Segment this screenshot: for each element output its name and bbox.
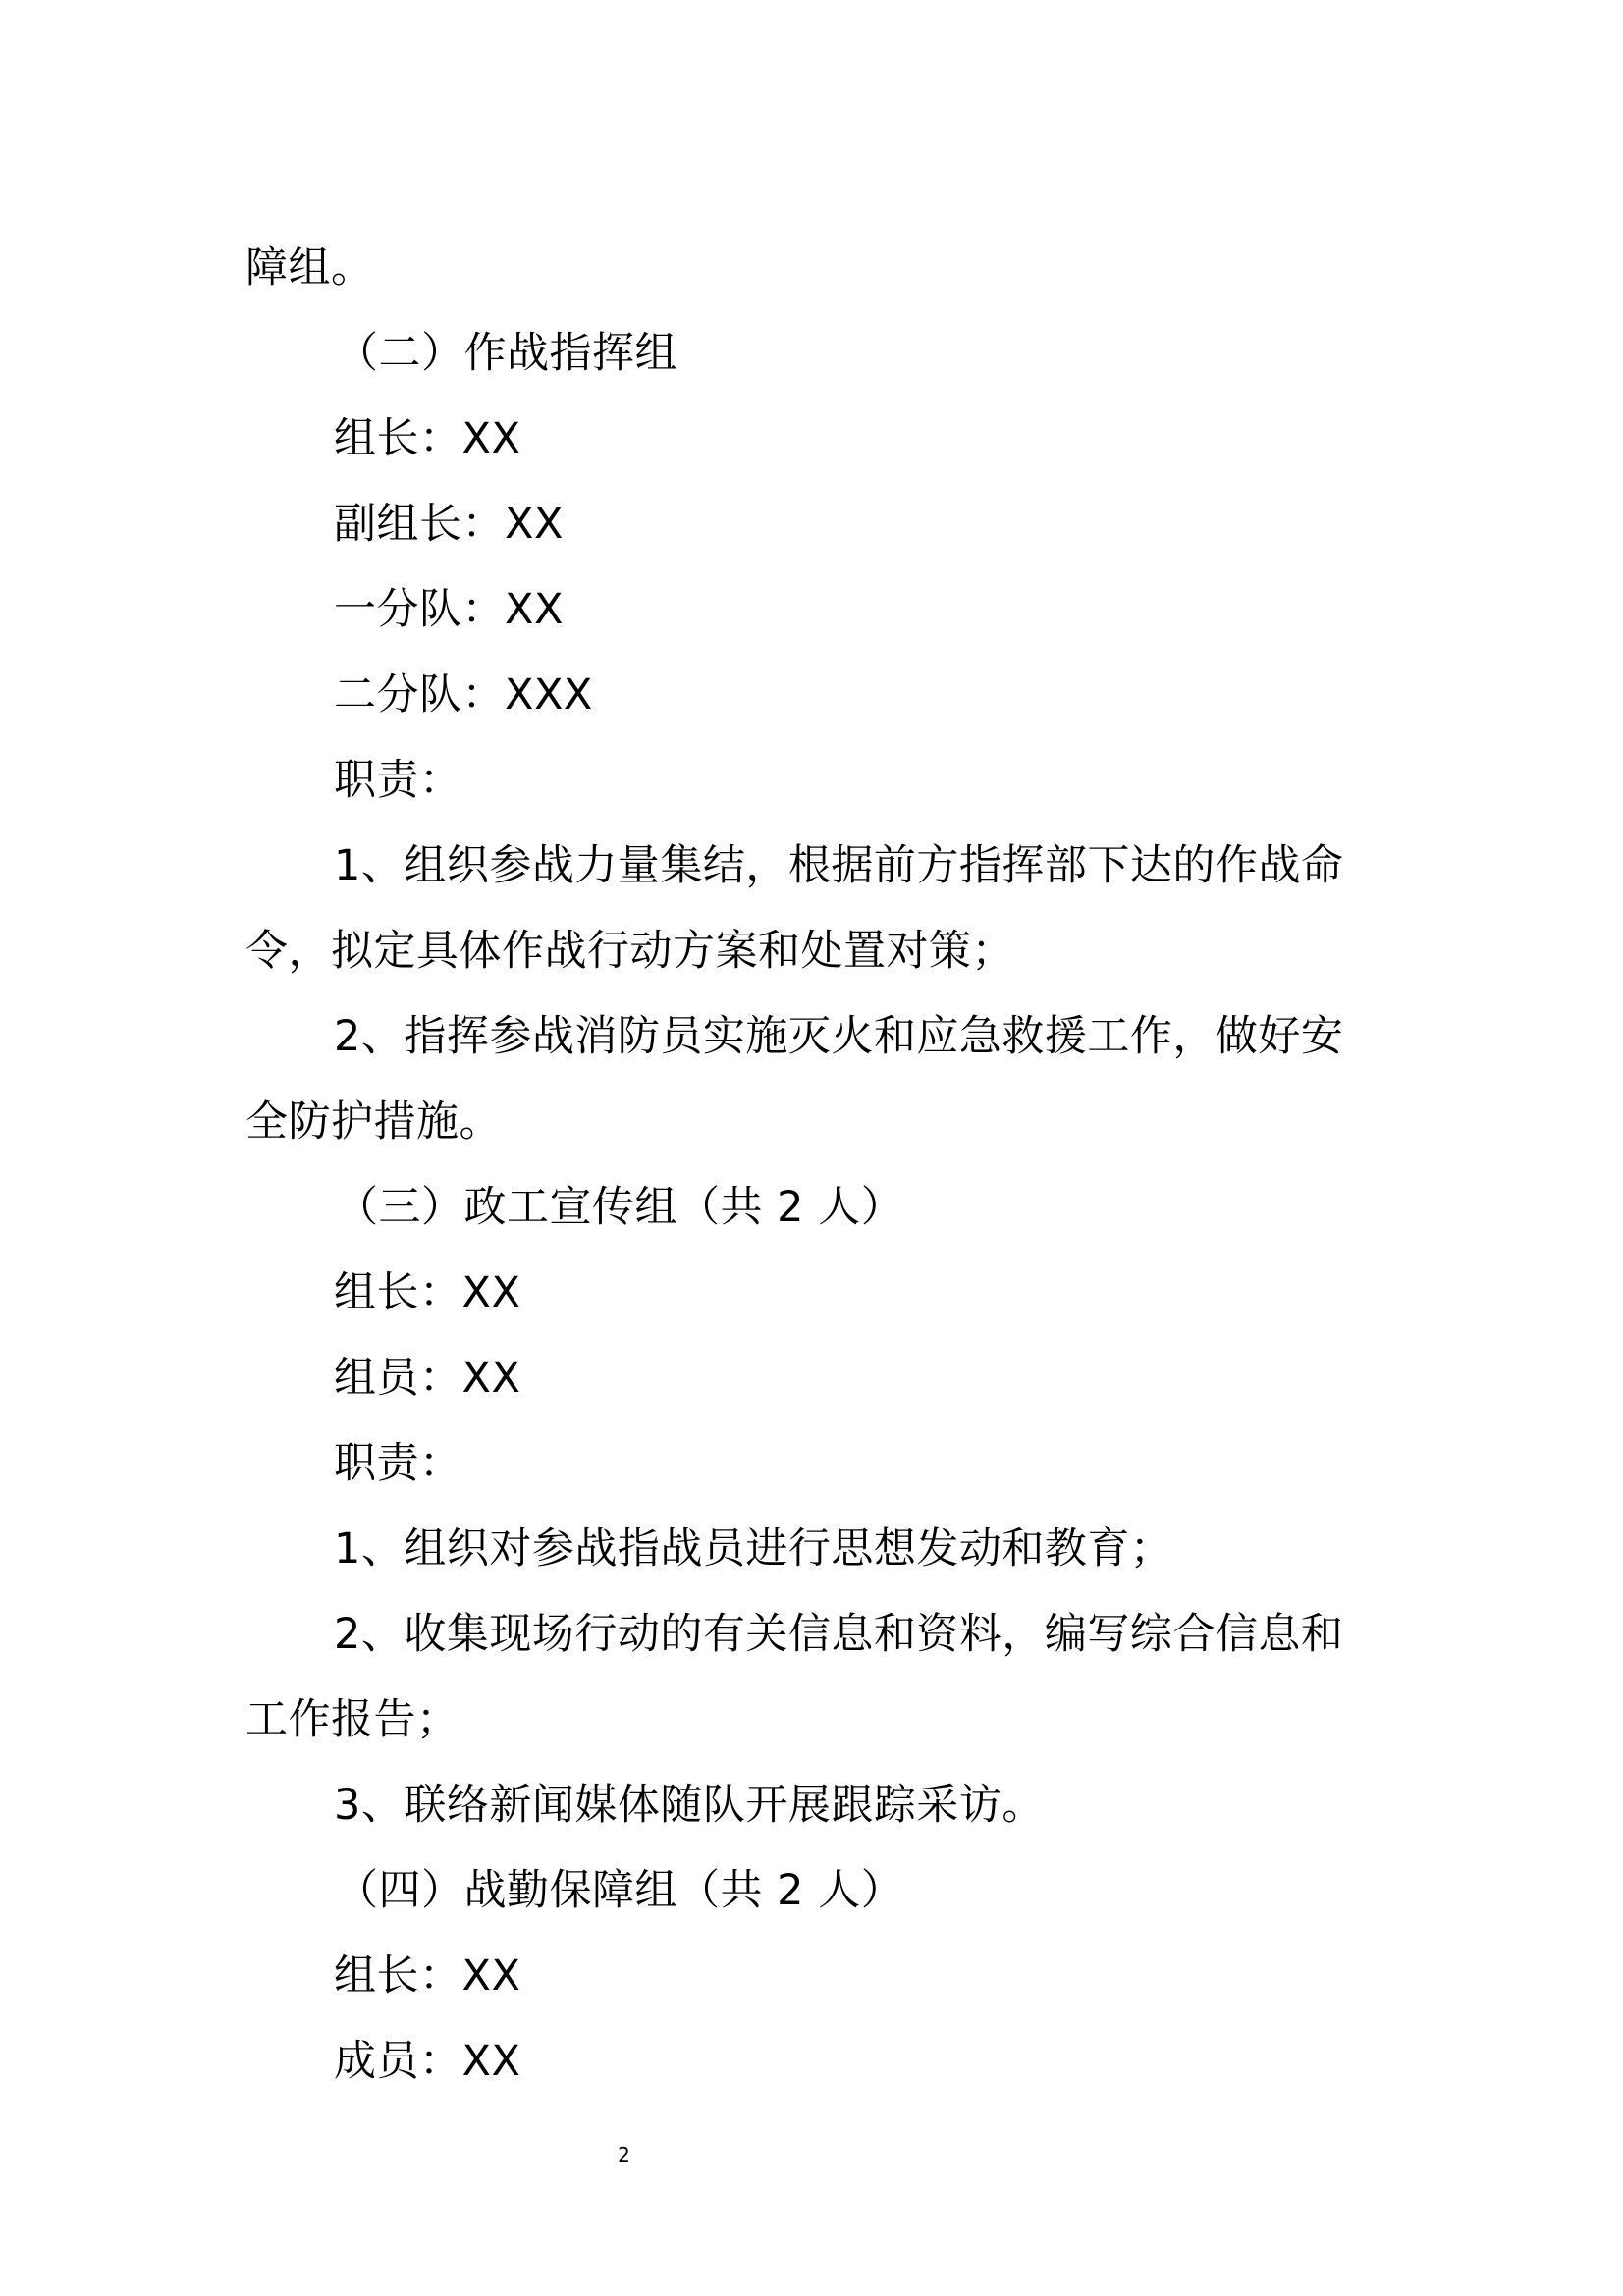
section-heading-political-publicity: （三）政工宣传组（共 2 人） <box>336 1183 904 1232</box>
text-line-squad-one: 一分队：XX <box>334 585 564 634</box>
section-heading-logistics-support: （四）战勤保障组（共 2 人） <box>336 1866 904 1915</box>
text-line-member: 组员：XX <box>334 1354 521 1403</box>
text-line-duty-item: 1、组织参战力量集结，根据前方指挥部下达的作战命 <box>334 841 1344 890</box>
section-heading-combat-command: （二）作战指挥组 <box>336 329 677 378</box>
text-line-duty-item-wrap: 工作报告； <box>245 1695 460 1744</box>
text-line-duty-item: 2、收集现场行动的有关信息和资料，编写综合信息和 <box>334 1610 1344 1659</box>
text-line-duty-item: 3、联络新闻媒体随队开展跟踪采访。 <box>334 1781 1045 1830</box>
text-line-squad-two: 二分队：XXX <box>334 670 593 720</box>
text-line-duty-item-wrap: 全防护措施。 <box>245 1097 502 1147</box>
text-line-deputy-leader: 副组长：XX <box>334 500 564 549</box>
text-line-member: 成员：XX <box>334 2037 521 2086</box>
text-line-duties: 职责： <box>334 756 462 805</box>
document-body <box>245 226 1389 2105</box>
text-line-duty-item: 2、指挥参战消防员实施灭火和应急救援工作，做好安 <box>334 1012 1344 1061</box>
page-number: 2 <box>618 2143 630 2166</box>
text-line-leader: 组长：XX <box>334 1268 521 1317</box>
text-line-continuation: 障组。 <box>245 243 374 293</box>
text-line-duty-item-wrap: 令，拟定具体作战行动方案和处置对策； <box>245 927 1014 976</box>
text-line-duty-item: 1、组织对参战指战员进行思想发动和教育； <box>334 1524 1173 1574</box>
text-line-duties: 职责： <box>334 1439 462 1488</box>
text-line-leader: 组长：XX <box>334 414 521 463</box>
text-line-leader: 组长：XX <box>334 1951 521 2001</box>
